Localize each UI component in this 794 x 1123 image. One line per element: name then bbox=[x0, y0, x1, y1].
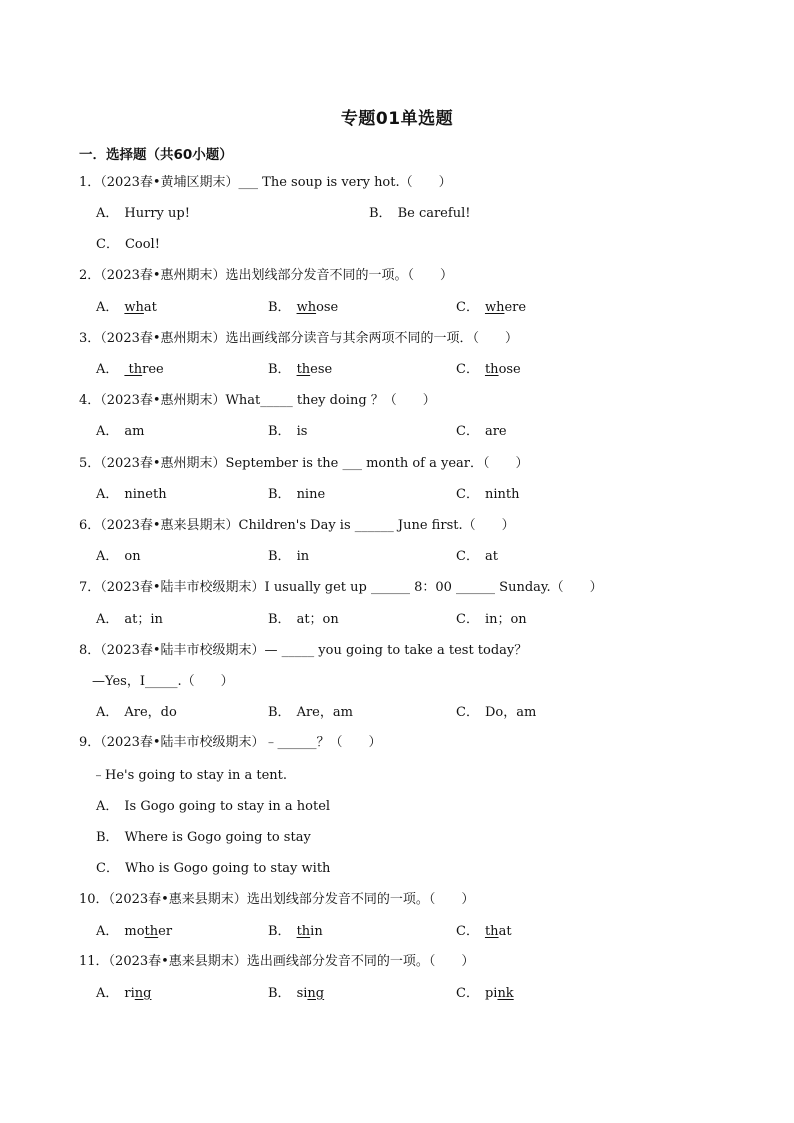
option-letter: A． bbox=[96, 799, 119, 814]
question-stem bbox=[79, 330, 518, 348]
option-text-main: in；on bbox=[484, 612, 527, 627]
option-text-main: Where is Gogo going to stay bbox=[124, 830, 311, 845]
option-letter: C． bbox=[456, 705, 479, 720]
option-text-main: Cool! bbox=[124, 237, 160, 252]
option-text-post: in bbox=[310, 924, 323, 939]
option-text-main: nine bbox=[296, 487, 326, 502]
answer-option[interactable] bbox=[96, 236, 160, 254]
question-stem bbox=[79, 579, 603, 597]
answer-option[interactable] bbox=[96, 829, 311, 847]
answer-option[interactable] bbox=[268, 423, 307, 441]
option-letter: A． bbox=[96, 549, 119, 564]
question-source: （2023春•陆丰市校级期末） bbox=[100, 580, 265, 595]
question-text: ___ The soup is very hot.（ ） bbox=[238, 175, 452, 190]
section-heading: 一．选择题（共60小题） bbox=[79, 147, 233, 163]
option-text-pre: mo bbox=[124, 924, 145, 939]
question-text: 选出划线部分发音不同的一项。（ ） bbox=[225, 268, 454, 283]
option-text-main: at；in bbox=[124, 612, 163, 627]
option-text-main: ng bbox=[134, 986, 152, 1001]
answer-option[interactable] bbox=[268, 299, 338, 317]
question-number: 2． bbox=[79, 268, 101, 283]
answer-option[interactable] bbox=[268, 985, 324, 1003]
question-stem bbox=[79, 734, 382, 752]
option-letter: C． bbox=[456, 487, 479, 502]
option-text-post: er bbox=[158, 924, 173, 939]
option-text-main: nineth bbox=[124, 487, 167, 502]
option-letter: A． bbox=[96, 986, 119, 1001]
question-number: 6． bbox=[79, 518, 101, 533]
option-letter: C． bbox=[456, 924, 479, 939]
answer-option[interactable] bbox=[96, 361, 164, 379]
answer-option[interactable] bbox=[268, 361, 332, 379]
question-text: ﹣______？（ ） bbox=[264, 735, 382, 750]
question-text: — _____ you going to take a test today？ bbox=[264, 643, 528, 658]
answer-option[interactable] bbox=[96, 548, 141, 566]
question-stem bbox=[79, 642, 527, 660]
option-text-main: Do，am bbox=[484, 705, 537, 720]
option-letter: A． bbox=[96, 362, 119, 377]
option-letter: B． bbox=[268, 487, 291, 502]
answer-option[interactable] bbox=[268, 704, 353, 722]
option-text-pre: pi bbox=[484, 986, 498, 1001]
option-text-main: Are，am bbox=[296, 705, 353, 720]
answer-option[interactable] bbox=[456, 548, 498, 566]
question-source: （2023春•惠州期末） bbox=[100, 456, 226, 471]
question-stem bbox=[79, 891, 474, 909]
answer-option[interactable] bbox=[96, 486, 167, 504]
option-text-main: th bbox=[484, 924, 499, 939]
answer-option[interactable] bbox=[456, 299, 526, 317]
option-letter: A． bbox=[96, 424, 119, 439]
option-letter: A． bbox=[96, 300, 119, 315]
answer-option[interactable] bbox=[369, 205, 470, 223]
option-text-main: ere bbox=[504, 300, 527, 315]
answer-option[interactable] bbox=[96, 205, 190, 223]
answer-option[interactable] bbox=[456, 611, 527, 629]
answer-option[interactable] bbox=[456, 486, 519, 504]
question-number: 3． bbox=[79, 331, 101, 346]
option-text-main: is bbox=[296, 424, 308, 439]
option-letter: C． bbox=[456, 986, 479, 1001]
option-text-main: am bbox=[124, 424, 145, 439]
question-source: （2023春•陆丰市校级期末） bbox=[100, 643, 265, 658]
option-letter: A． bbox=[96, 206, 119, 221]
question-source: （2023春•惠来县期末） bbox=[108, 954, 247, 969]
option-text-post: at bbox=[498, 924, 512, 939]
option-letter: A． bbox=[96, 924, 119, 939]
question-stem bbox=[79, 517, 515, 535]
answer-option[interactable] bbox=[96, 299, 157, 317]
answer-option[interactable] bbox=[456, 704, 536, 722]
answer-option[interactable] bbox=[456, 923, 512, 941]
page-title: 专题01单选题 bbox=[340, 109, 454, 129]
option-letter: B． bbox=[268, 924, 291, 939]
option-text-main: ninth bbox=[484, 487, 520, 502]
option-text-main: ese bbox=[310, 362, 333, 377]
question-text: Children's Day is ______ June first.（ ） bbox=[238, 518, 515, 533]
option-letter: C． bbox=[456, 612, 479, 627]
option-letter: B． bbox=[268, 612, 291, 627]
question-number: 8． bbox=[79, 643, 101, 658]
option-text-main: ose bbox=[316, 300, 339, 315]
question-text: 选出画线部分读音与其余两项不同的一项．（ ） bbox=[225, 331, 519, 346]
question-stem bbox=[79, 174, 452, 192]
question-source: （2023春•惠州期末） bbox=[100, 331, 226, 346]
option-text-pre: wh bbox=[296, 300, 317, 315]
option-text-pre: wh bbox=[124, 300, 144, 315]
question-number: 5． bbox=[79, 456, 101, 471]
question-source: （2023春•惠来县期末） bbox=[100, 518, 239, 533]
answer-option[interactable] bbox=[96, 860, 330, 878]
option-text-main: in bbox=[296, 549, 310, 564]
option-text-pre: ri bbox=[124, 986, 135, 1001]
option-letter: B． bbox=[268, 549, 291, 564]
option-text-main: Are，do bbox=[124, 705, 177, 720]
answer-option[interactable] bbox=[96, 704, 177, 722]
question-stem bbox=[79, 267, 453, 285]
option-letter: C． bbox=[456, 362, 479, 377]
question-extra-line: —Yes，I_____.（ ） bbox=[92, 674, 234, 689]
question-number: 4． bbox=[79, 393, 101, 408]
option-text-main: Is Gogo going to stay in a hotel bbox=[124, 799, 331, 814]
option-text-main: th bbox=[144, 924, 159, 939]
option-letter: A． bbox=[96, 487, 119, 502]
option-text-main: are bbox=[484, 424, 507, 439]
answer-option[interactable] bbox=[268, 548, 309, 566]
question-number: 9． bbox=[79, 735, 101, 750]
answer-option[interactable] bbox=[456, 361, 521, 379]
question-source: （2023春•惠州期末） bbox=[100, 393, 226, 408]
question-text: 选出划线部分发音不同的一项。（ ） bbox=[246, 892, 475, 907]
option-text-main: th bbox=[296, 924, 311, 939]
option-letter: B． bbox=[96, 830, 119, 845]
answer-option[interactable] bbox=[96, 611, 163, 629]
option-letter: B． bbox=[268, 362, 291, 377]
option-text-pre: si bbox=[296, 986, 308, 1001]
answer-option[interactable] bbox=[96, 423, 144, 441]
option-text-pre: th bbox=[124, 362, 143, 377]
question-text: September is the ___ month of a year．（ ） bbox=[225, 456, 529, 471]
option-text-pre: th bbox=[296, 362, 311, 377]
question-text: What_____ they doing ？（ ） bbox=[225, 393, 436, 408]
option-letter: B． bbox=[268, 300, 291, 315]
option-letter: C． bbox=[456, 424, 479, 439]
option-letter: B． bbox=[268, 986, 291, 1001]
answer-option[interactable] bbox=[96, 923, 172, 941]
question-stem bbox=[79, 392, 436, 410]
question-text: 选出画线部分发音不同的一项。（ ） bbox=[246, 954, 475, 969]
answer-option[interactable] bbox=[96, 985, 151, 1003]
option-letter: A． bbox=[96, 612, 119, 627]
option-text-main: Hurry up! bbox=[124, 206, 190, 221]
option-text-main: Who is Gogo going to stay with bbox=[124, 861, 331, 876]
question-source: （2023春•惠来县期末） bbox=[108, 892, 247, 907]
option-text-pre: th bbox=[484, 362, 499, 377]
question-stem bbox=[79, 455, 529, 473]
question-number: 10． bbox=[79, 892, 109, 907]
question-text: I usually get up ______ 8：00 ______ Sunday.（ ） bbox=[264, 580, 603, 595]
option-text-main: ree bbox=[142, 362, 164, 377]
answer-option[interactable] bbox=[96, 798, 330, 816]
option-letter: C． bbox=[456, 549, 479, 564]
option-text-main: ng bbox=[307, 986, 325, 1001]
option-text-pre: wh bbox=[484, 300, 505, 315]
option-letter: C． bbox=[96, 861, 119, 876]
question-number: 1． bbox=[79, 175, 101, 190]
option-text-main: on bbox=[124, 549, 141, 564]
option-text-main: ose bbox=[498, 362, 521, 377]
option-text-main: Be careful! bbox=[397, 206, 471, 221]
option-letter: C． bbox=[96, 237, 119, 252]
option-text-main: at bbox=[143, 300, 157, 315]
option-text-main: at bbox=[484, 549, 498, 564]
option-letter: A． bbox=[96, 705, 119, 720]
question-extra-line: ﹣He's going to stay in a tent. bbox=[92, 768, 288, 783]
option-letter: B． bbox=[369, 206, 392, 221]
question-stem bbox=[79, 953, 474, 971]
option-text-main: nk bbox=[497, 986, 514, 1001]
option-letter: C． bbox=[456, 300, 479, 315]
question-source: （2023春•陆丰市校级期末） bbox=[100, 735, 265, 750]
answer-option[interactable] bbox=[268, 923, 323, 941]
option-letter: B． bbox=[268, 424, 291, 439]
question-number: 7． bbox=[79, 580, 101, 595]
answer-option[interactable] bbox=[268, 486, 325, 504]
question-number: 11． bbox=[79, 954, 109, 969]
option-letter: B． bbox=[268, 705, 291, 720]
question-source: （2023春•惠州期末） bbox=[100, 268, 226, 283]
answer-option[interactable] bbox=[268, 611, 339, 629]
option-text-main: at；on bbox=[296, 612, 339, 627]
answer-option[interactable] bbox=[456, 985, 514, 1003]
answer-option[interactable] bbox=[456, 423, 507, 441]
question-source: （2023春•黄埔区期末） bbox=[100, 175, 239, 190]
